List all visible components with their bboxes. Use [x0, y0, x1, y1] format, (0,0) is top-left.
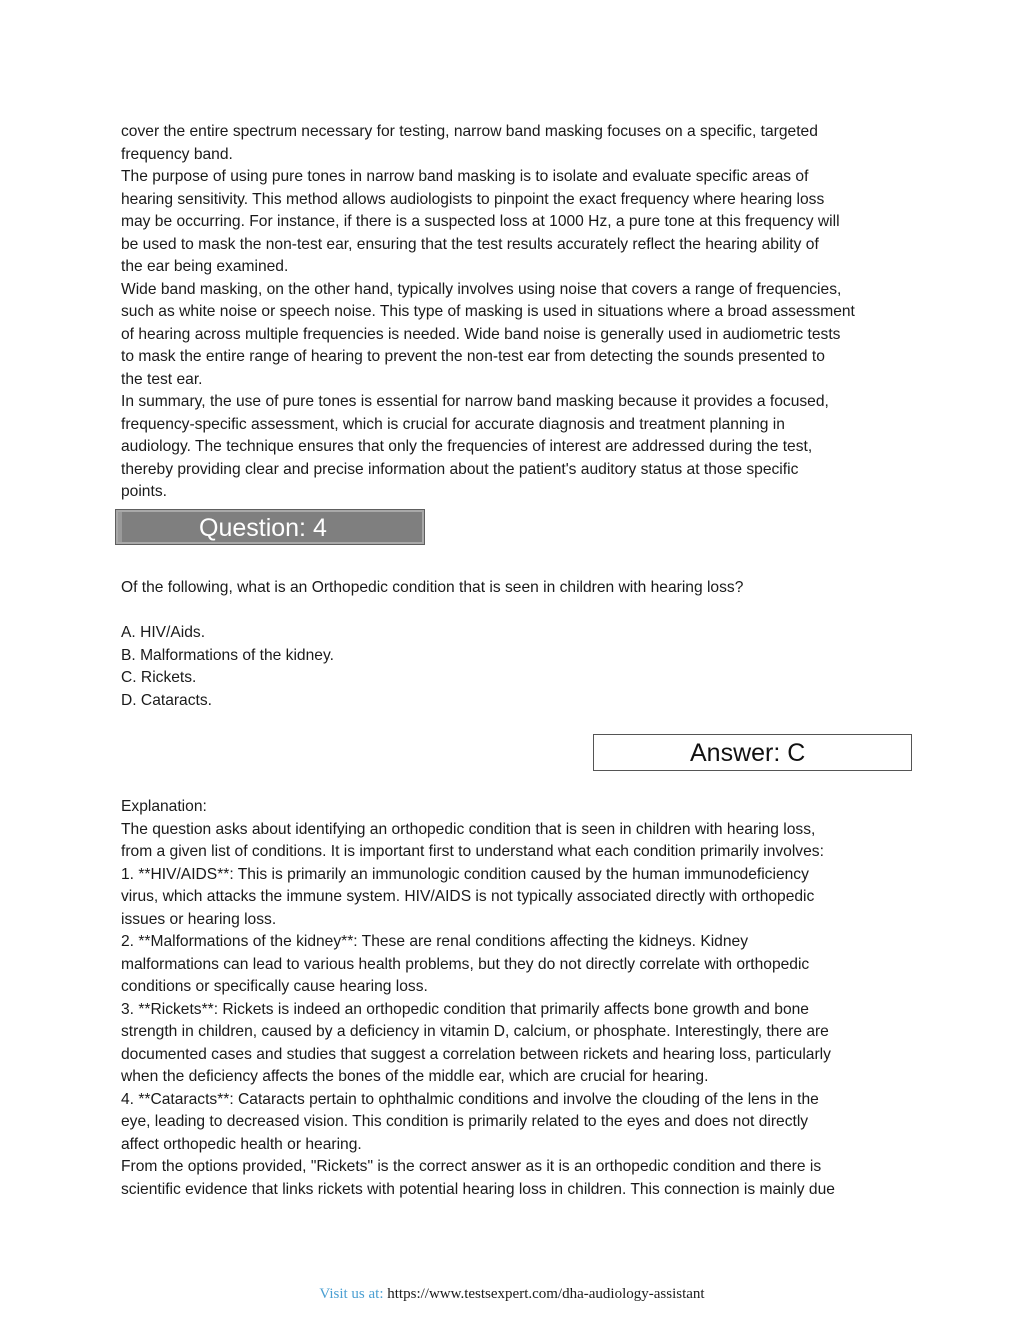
explanation-paragraph-6: From the options provided, "Rickets" is the correct answer as it is an orthopedic condition and there is scientific evidence that links rickets with potential hearing loss in children. This connection is mainly due — [121, 1158, 835, 1198]
explanation-paragraph-2: 1. **HIV/AIDS**: This is primarily an immunologic condition caused by the human immunodeficiency virus, which attacks the immune system. HIV/AIDS is not typically associated directly with orthopedic issues or hearing loss. — [121, 865, 815, 928]
intro-paragraph-4: In summary, the use of pure tones is essential for narrow band masking because it provides a focused, frequency-specific assessment, which is crucial for accurate diagnosis and treatment planning in audiology. The technique ensures that only the frequencies of interest are addressed during the test, thereby providing clear and precise information about the patient's auditory status at those specific points. — [121, 393, 829, 500]
explanation-paragraph-4: 3. **Rickets**: Rickets is indeed an orthopedic condition that primarily affects bone growth and bone strength in children, caused by a deficiency in vitamin D, calcium, or phosphate. Interestingly, there are documented cases and studies that suggest a correlation between rickets and hearing loss, particularly when the deficiency affects the bones of the middle ear, which are crucial for hearing. — [121, 1000, 831, 1085]
footer-url-link[interactable]: https://www.testsexpert.com/dha-audiology-assistant — [387, 1286, 705, 1302]
intro-paragraph-3: Wide band masking, on the other hand, typically involves using noise that covers a range of frequencies, such as white noise or speech noise. This type of masking is used in situations where a broad assessment of hearing across multiple frequencies is needed. Wide band noise is generally used in audiometric tests to mask the entire range of hearing to prevent the non-test ear from detecting the sounds presented to the test ear. — [121, 280, 855, 388]
banner-accent — [118, 512, 122, 542]
intro-explanation-text — [121, 121, 921, 504]
explanation-paragraph-5: 4. **Cataracts**: Cataracts pertain to ophthalmic conditions and involve the clouding of the lens in the eye, leading to decreased vision. This condition is primarily related to the eyes and does not directly affect orthopedic health or hearing. — [121, 1090, 819, 1153]
intro-paragraph-2: The purpose of using pure tones in narrow band masking is to isolate and evaluate specific areas of hearing sensitivity. This method allows audiologists to pinpoint the exact frequency where hearing loss may be occurring. For instance, if there is a suspected loss at 1000 Hz, a pure tone at this frequency will be used to mask the non-test ear, ensuring that the test results accurately reflect the hearing ability of the ear being examined. — [121, 168, 840, 275]
explanation-paragraph-1: The question asks about identifying an orthopedic condition that is seen in children with hearing loss, from a given list of conditions. It is important first to understand what each condition primarily involves: — [121, 820, 824, 860]
question-text-block — [121, 577, 921, 600]
question-banner — [115, 509, 425, 545]
answer-options-list — [121, 622, 921, 712]
option-a: A. HIV/Aids. — [121, 624, 206, 641]
explanation-paragraph-3: 2. **Malformations of the kidney**: These are renal conditions affecting the kidneys. Kidney malformations can lead to various health problems, but they do not directly correlate with orthopedic conditions or specifically cause hearing loss. — [121, 933, 810, 995]
explanation-text — [121, 796, 921, 1201]
footer-visit-label: Visit us at: — [319, 1286, 384, 1302]
answer-label: Answer: C — [690, 739, 806, 767]
explanation-heading: Explanation: — [121, 798, 207, 815]
option-c: C. Rickets. — [121, 669, 197, 686]
question-text: Of the following, what is an Orthopedic condition that is seen in children with hearing loss? — [121, 579, 744, 596]
answer-box — [593, 734, 912, 771]
option-b: B. Malformations of the kidney. — [121, 646, 334, 664]
page-footer — [0, 1284, 1024, 1304]
intro-paragraph-1: cover the entire spectrum necessary for testing, narrow band masking focuses on a specific, targeted frequency band. — [121, 123, 818, 163]
question-number-label: Question: 4 — [199, 514, 327, 542]
option-d: D. Cataracts. — [121, 691, 212, 709]
